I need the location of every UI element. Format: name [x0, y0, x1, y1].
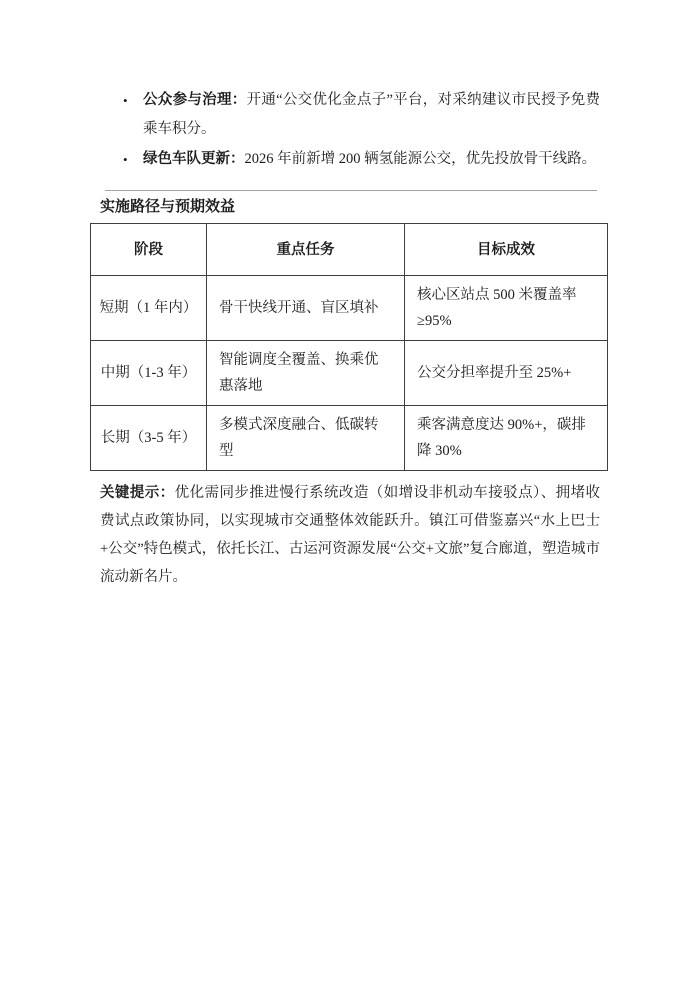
horizontal-divider — [105, 190, 597, 191]
cell-goal: 核心区站点 500 米覆盖率≥95% — [405, 276, 608, 341]
table-row — [91, 341, 608, 406]
cell-stage: 短期（1 年内） — [91, 276, 207, 341]
column-header-stage: 阶段 — [91, 224, 207, 276]
cell-task: 骨干快线开通、盲区填补 — [207, 276, 405, 341]
list-item-body: 2026 年前新增 200 辆氢能源公交，优先投放骨干线路。 — [244, 151, 597, 167]
list-item-label: 绿色车队更新： — [143, 151, 245, 167]
cell-goal: 乘客满意度达 90%+，碳排降 30% — [405, 406, 608, 471]
section-heading: 实施路径与预期效益 — [100, 199, 236, 215]
table-header-row — [91, 224, 608, 276]
table-row — [91, 406, 608, 471]
cell-goal: 公交分担率提升至 25%+ — [405, 341, 608, 406]
bullet-list — [100, 86, 600, 174]
bullet-icon: • — [123, 93, 128, 108]
column-header-goals: 目标成效 — [405, 224, 608, 276]
list-item-text — [143, 86, 600, 144]
cell-stage: 长期（3-5 年） — [91, 406, 207, 471]
table-row — [91, 276, 608, 341]
column-header-tasks: 重点任务 — [207, 224, 405, 276]
list-item-label: 公众参与治理： — [143, 92, 247, 108]
list-item-public-participation — [100, 86, 600, 144]
key-note-text: 优化需同步推进慢行系统改造（如增设非机动车接驳点）、拥堵收费试点政策协同，以实现城市交通整体效能跃升。镇江可借鉴嘉兴“水上巴士+公交”特色模式，依托长江、古运河资源发展“公交+文旅”复合廊道，塑造城市流动新名片。 — [100, 485, 601, 585]
cell-stage: 中期（1-3 年） — [91, 341, 207, 406]
bullet-icon: • — [123, 152, 128, 167]
list-item-text — [143, 145, 600, 174]
cell-task: 多模式深度融合、低碳转型 — [207, 406, 405, 471]
cell-task: 智能调度全覆盖、换乘优惠落地 — [207, 341, 405, 406]
list-item-body: 开通“公交优化金点子”平台，对采纳建议市民授予免费乘车积分。 — [143, 92, 600, 137]
list-item-green-fleet — [100, 145, 600, 174]
key-note-label: 关键提示： — [100, 485, 175, 501]
key-note-paragraph — [100, 479, 600, 591]
implementation-table — [90, 223, 608, 471]
